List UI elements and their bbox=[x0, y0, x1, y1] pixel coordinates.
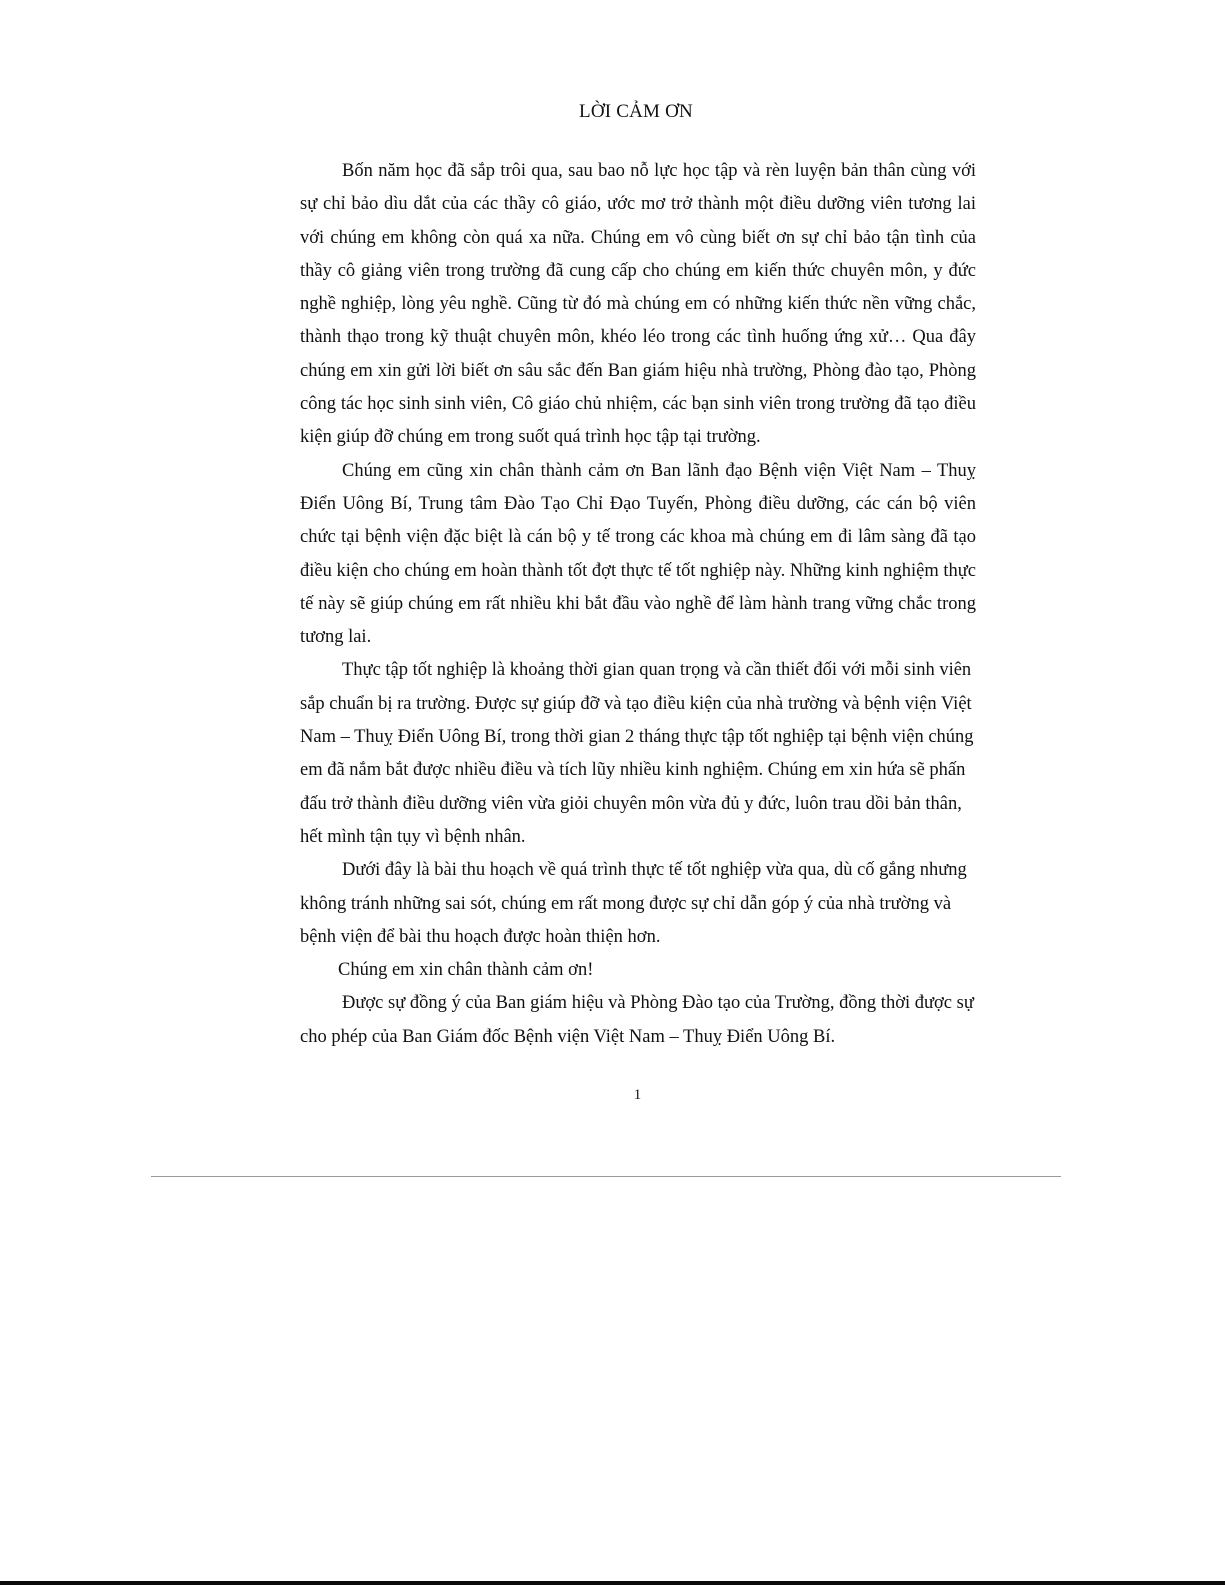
page-divider bbox=[151, 1176, 1061, 1177]
bottom-edge-bar bbox=[0, 1581, 1225, 1585]
paragraph-2: Chúng em cũng xin chân thành cảm ơn Ban lãnh đạo Bệnh viện Việt Nam – Thuỵ Điển Uông Bí, Trung tâm Đào Tạo Chỉ Đạo Tuyến, Phòng điều dưỡng, các cán bộ viên chức tại bệnh viện đặc biệt là cán bộ y tế trong các khoa mà chúng em đi lâm sàng đã tạo điều kiện cho chúng em hoàn thành tốt đợt thực tế tốt nghiệp này. Những kinh nghiệm thực tế này sẽ giúp chúng em rất nhiều khi bắt đầu vào nghề để làm hành trang vững chắc trong tương lai. bbox=[300, 460, 976, 648]
paragraph-1: Bốn năm học đã sắp trôi qua, sau bao nỗ lực học tập và rèn luyện bản thân cùng với sự chỉ bảo dìu dắt của các thầy cô giáo, ước mơ trở thành một điều dưỡng viên tương lai với chúng em không còn quá xa nữa. Chúng em vô cùng biết ơn sự chỉ bảo tận tình của thầy cô giảng viên trong trường đã cung cấp cho chúng em kiến thức chuyên môn, y đức nghề nghiệp, lòng yêu nghề. Cũng từ đó mà chúng em có những kiến thức nền vững chắc, thành thạo trong kỹ thuật chuyên môn, khéo léo trong các tình huống ứng xử… Qua đây chúng em xin gửi lời biết ơn sâu sắc đến Ban giám hiệu nhà trường, Phòng đào tạo, Phòng công tác học sinh sinh viên, Cô giáo chủ nhiệm, các bạn sinh viên trong trường đã tạo điều kiện giúp đỡ chúng em trong suốt quá trình học tập tại trường. bbox=[300, 161, 976, 448]
paragraph-3: Thực tập tốt nghiệp là khoảng thời gian quan trọng và cần thiết đối với mỗi sinh viên sắp chuẩn bị ra trường. Được sự giúp đỡ và tạo điều kiện của nhà trường và bệnh viện Việt Nam – Thuỵ Điển Uông Bí, trong thời gian 2 tháng thực tập tốt nghiệp tại bệnh viện chúng em đã nắm bắt được nhiều điều và tích lũy nhiều kinh nghiệm. Chúng em xin hứa sẽ phấn đấu trở thành điều dưỡng viên vừa giỏi chuyên môn vừa đủ y đức, luôn trau dồi bản thân, hết mình tận tụy vì bệnh nhân. bbox=[300, 660, 974, 847]
paragraph-4: Dưới đây là bài thu hoạch về quá trình thực tế tốt nghiệp vừa qua, dù cố gắng nhưng không tránh những sai sót, chúng em rất mong được sự chỉ dẫn góp ý của nhà trường và bệnh viện để bài thu hoạch được hoàn thiện hơn. bbox=[300, 860, 967, 947]
page-title: LỜI CẢM ƠN bbox=[579, 101, 693, 122]
body-text bbox=[300, 155, 976, 1054]
paragraph-thanks: Chúng em xin chân thành cảm ơn! bbox=[338, 960, 594, 981]
paragraph-6: Được sự đồng ý của Ban giám hiệu và Phòng Đào tạo của Trường, đồng thời được sự cho phép của Ban Giám đốc Bệnh viện Việt Nam – Thuỵ Điển Uông Bí. bbox=[300, 993, 974, 1047]
page-number: 1 bbox=[633, 1087, 642, 1103]
